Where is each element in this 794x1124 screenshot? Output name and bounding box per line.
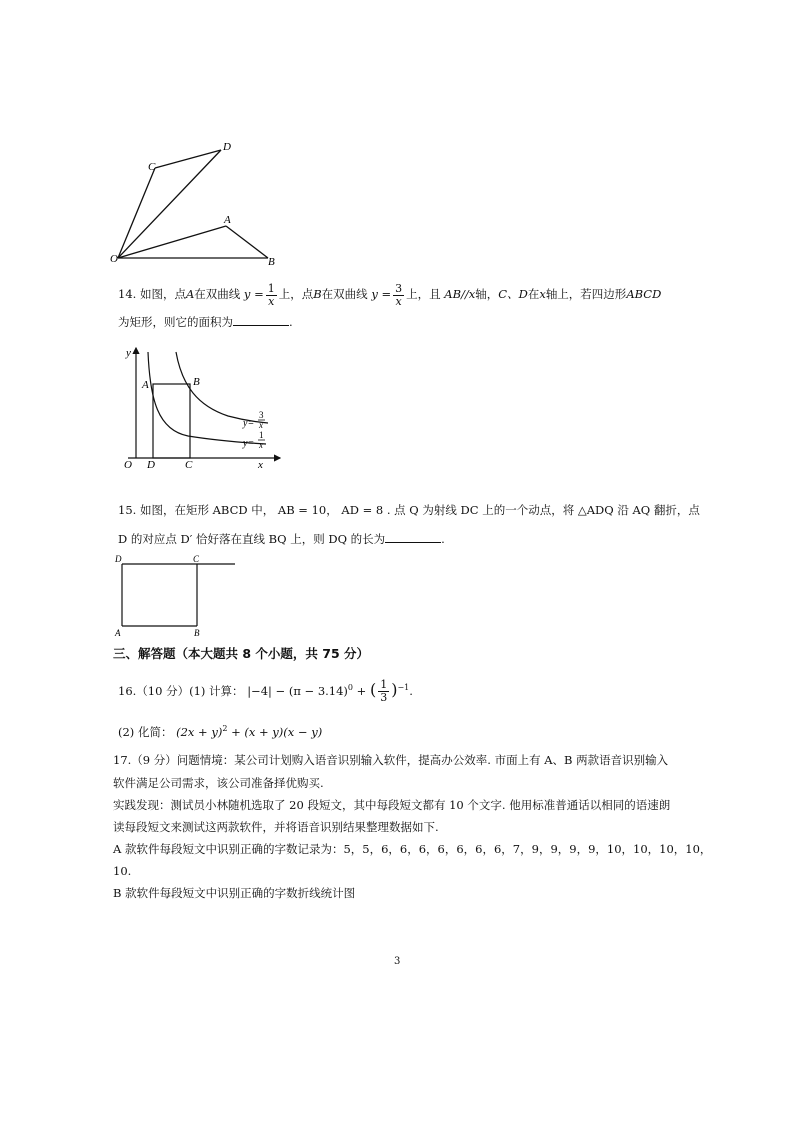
q14-number: 14.	[118, 287, 137, 301]
fraction-3-over-x: $\frac{3}{x}$	[395, 281, 403, 308]
question-17-line-3: 实践发现：测试员小林随机选取了 20 段短文，其中每段短文都有 10 个文字. 他用标准普通话以相同的语速朗	[113, 798, 671, 812]
page-number: 3	[394, 956, 401, 967]
answer-blank-14[interactable]	[233, 314, 289, 326]
label-a: A	[224, 214, 231, 226]
rect-label-b: B	[194, 628, 200, 638]
curve-label-1x: y=	[243, 438, 255, 449]
question-17-line-1: 17.（9 分）问题情境：某公司计划购入语音识别输入软件，提高办公效率. 市面上有 A、B 两款语音识别输入	[113, 753, 669, 767]
label-d: D	[223, 141, 231, 153]
point-label-a: A	[142, 379, 149, 391]
question-15-line-2: D 的对应点 D′ 恰好落在直线 BQ 上，则 DQ 的长为 .	[118, 532, 445, 546]
rect-label-a: A	[115, 628, 121, 638]
curve-label-3x: y=	[243, 418, 255, 429]
answer-blank-15[interactable]	[385, 531, 441, 543]
point-label-b: B	[193, 376, 200, 388]
section-3-heading: 三、解答题（本大题共 8 个小题，共 75 分）	[113, 646, 370, 661]
question-14-line-1: 14. 如图，点A在双曲线 y = $\frac{1}{x}$ 上，点B在双曲线 y = $\frac{3}{x}$ 上，且 AB//x轴，C、D在x轴上，若四边形ABCD	[118, 281, 662, 308]
question-16-part-1: 16.（10 分）(1) 计算： $|-4| - (\pi - 3.14)^0$ + ( $\frac{1}{3}$ )$^{-1}$.	[118, 678, 413, 705]
axis-label-x: x	[258, 459, 263, 471]
point-label-c: C	[185, 459, 193, 471]
svg-text:x: x	[259, 420, 263, 430]
label-o: O	[110, 253, 118, 265]
svg-text:3: 3	[259, 410, 264, 420]
question-17-line-2: 软件满足公司需求，该公司准备择优购买.	[113, 776, 324, 790]
svg-text:x: x	[259, 440, 263, 450]
fraction-1-over-x: $\frac{1}{x}$	[267, 281, 275, 308]
origin-label: O	[124, 459, 132, 471]
rect-label-d: D	[115, 554, 122, 564]
figure-14	[118, 340, 288, 475]
question-17-line-5: A 款软件每段短文中识别正确的字数记录为：5，5，6，6，6，6，6，6，6，7，9，9，9，9，10，10，10，10，	[113, 842, 712, 856]
question-17-line-4: 读每段短文来测试这两款软件，并将语音识别结果整理数据如下.	[113, 820, 439, 834]
point-label-d: D	[147, 459, 155, 471]
question-15-line-1: 15. 如图，在矩形 ABCD 中， AB = 10， AD = 8 . 点 Q 为射线 DC 上的一个动点，将 △ADQ 沿 AQ 翻折，点	[118, 503, 700, 517]
label-c: C	[148, 161, 156, 173]
fraction-one-third: $\frac{1}{3}$	[380, 678, 388, 705]
label-b: B	[268, 256, 275, 268]
question-17-line-7: B 款软件每段短文中识别正确的字数折线统计图	[113, 886, 356, 900]
axis-label-y: y	[126, 347, 131, 359]
svg-text:1: 1	[259, 430, 264, 440]
figure-15	[110, 552, 240, 638]
figure-13	[108, 138, 288, 268]
question-17-line-6: 10.	[113, 864, 132, 878]
question-16-part-2: (2) 化简： $(2x + y)^2 + (x + y)(x - y)$	[118, 724, 323, 739]
rect-label-c: C	[193, 554, 200, 564]
question-14-line-2: 为矩形，则它的面积为 .	[118, 315, 293, 329]
